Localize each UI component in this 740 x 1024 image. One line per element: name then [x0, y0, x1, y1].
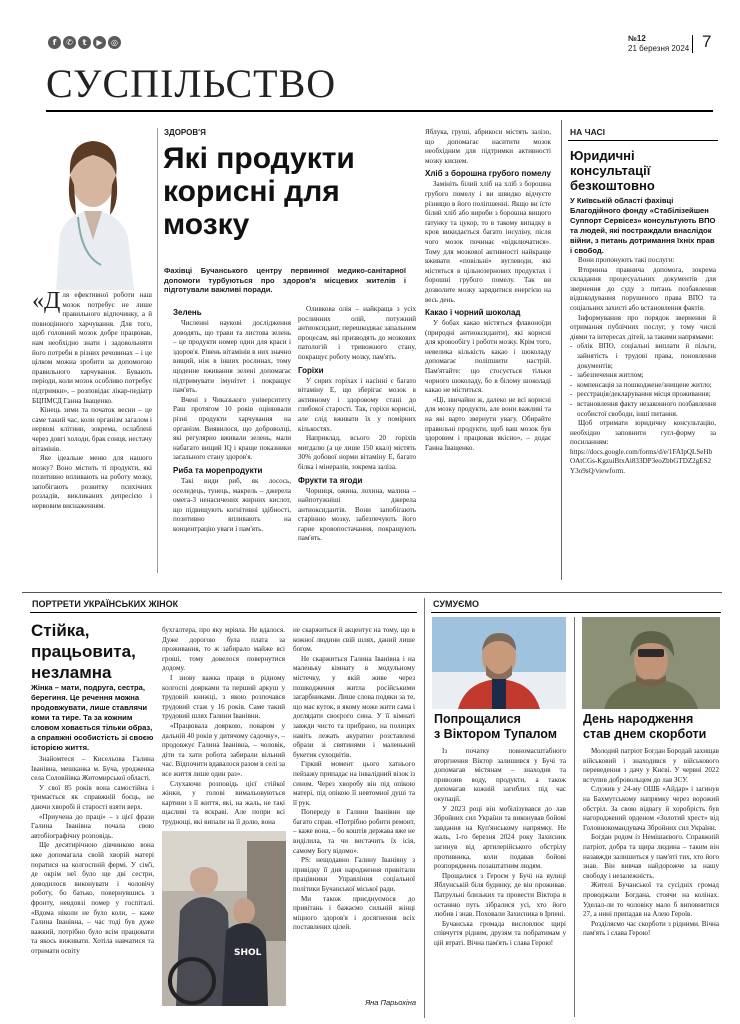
health-lead: Фахівці Бучанського центру первинної медико-санітарної допомоги турбуються про здоров'я місцевих жителів і підготували важливі поради. — [164, 266, 406, 295]
dropcap: «Д — [32, 291, 61, 314]
instagram-icon[interactable]: ◎ — [108, 36, 121, 49]
legal-list: - облік ВПО, соціальні виплати й пільги, зайнятість і трудові права, поновлення документів; - забезпечення житлом; - компенсація за пошкоджене/знищене житло; - реєстрація/декларування місця проживання; - встановлення факту незаконного позбавлення особистої свободи, інші питання. — [570, 342, 716, 419]
bogdan-photo — [582, 617, 720, 709]
mourn-rubric: СУМУЄМО — [433, 599, 479, 609]
viktor-photo — [432, 617, 566, 709]
section-title: СУСПІЛЬСТВО — [46, 61, 337, 106]
women-col-2: бухгалтера, про яку мріяла. Не вдалося. Дуже дорогою була плата за проживання, то ж забирало майже всі гроші, тому довелося повернутися додому. І знову важка праця в рідному колгоспі доярками та перший аркуш у трудовій книжці, з якою розпочався трудовий стаж у 16 років. Саме такий трудовий шлях Галини Іванівни. «Працювала дояркою, поваром у дальній 40 років у дитячому садочку», – продовжує Галина Іванівна, – чоловік, діти та хати робота забирали вільний час. Відпочити вдавалося разом в селі за все життя лише один раз». Слухаючи розповідь цієї стійкої жінки, у голові вимальовуються картини з її життя, які, на жаль, не такі щасливі та яскраві. Але попри всі труднощі, які випали на її долю, вона — [162, 626, 285, 826]
legal-form-link[interactable]: https://docs.google.com/forms/d/e/1FAIpQLSeHbOAtCGs-KgzuiBtxAi833DP3eoZbbGTDZ2gES2Y3o9sQ/viewform. — [570, 447, 713, 476]
women-col-1: Жінка – мати, подруга, сестра, берегиня. Це речення можна продовжувати, лише ставлячи коми та тире. Та за кожним словом ховається тільки образ, а справжні особистість зі своєю історією життя. Знайомтеся – Кисельова Галина Іванівна, мешканка м. Буча, уродженка села Соловйівка Житомирської області. У свої 85 років вона самостійна і тримається як справжній боєць, не даючи хворобі й старості взяти верх. «Приучена до праці» – з цієї фрази Галина Іванівна почала свою автобіографічну розповідь. Ще десятирічною дівчинкою вона вже допомагала своїй хворій матері поратися на колгоспній фермі. У сім'ї, де окрім неї було ще дві сестри, доводилося виконувати і чоловічу роботу, бо батько, повернувшись з фронту, невдовзі помер у госпіталі. «Вдома ніколи не було коли, – каже Галина Іванівна, – час тоді був дуже важкий, потрібно було всім працювати та якось виживати. Хотіла навчатися та отримати освіту — [31, 683, 154, 955]
facebook-icon[interactable]: f — [48, 36, 61, 49]
women-signature: Яна Парьохіна — [365, 998, 416, 1007]
issue-number: №12 — [628, 34, 646, 43]
birthday-body: Молодий патріот Богдан Бородай захищав військовий і знаходився у військового переведення з дачу у Києві. У червні 2022 вступив добровольцем до лав ЗСУ. Служив у 24-му ОШБ «Айдар» і загинув на Бахмутському напрямку через ворожий обстріл. За свою відвагу й хоробрість був нагороджений орденом «Золотий хрест» від Головнокомандувача Збройних сил України. Богдан родом із Немішаєвого. Справжній патріот, добра та щира людина – таким він назавжди залишиться у пам'яті тих, хто його знав. Він вивчав найдорожче за нашу свободу і незалежність. Жителі Бучанської та сусідніх громад проводжали Богдана, стоячи на колінах. Уделал-ли то чоловіку мало б виповнитися 27, а нині припадав на Алею Героїв. Розділяємо час скорботи з рідними. Вічна пам'ять і слава Герою! — [583, 747, 719, 938]
youtube-icon[interactable]: ▶ — [93, 36, 106, 49]
doctor-photo — [26, 115, 160, 290]
health-col-3: Оливкова олія – найкраща з усіх рослинних олій, потужний антиоксидант, перешкоджає запальним процесам, які призводять до мозкових патологій і тривожного стану, покращує роботу мозку, пам'ять. Горіхи У сирих горіхах і насінні є багато вітаміну Е, що зберігає мозок в активному і здоровому стані до глибокої старості. Так, горіхи корисні, але слід вживати їх у помірних кількостях. Наприклад, всього 20 горіхів мигдалю (а це лише 150 ккал) містять 30% добової норми вітаміну Е, багато білка і мінералів, зокрема заліза. Фрукти та ягоди Чорниця, ожина, лохина, малина – найпотужніші джерела антиоксидантів. Вони запобігають старінню мозку, забезпечують його гарне кровопостачання, покращують пам'ять. — [298, 305, 416, 543]
twitter-icon[interactable]: t — [78, 36, 91, 49]
legal-body: У Київській області фахівці Благодійного фонду «Стабілізейшен Суппорт Сервісез» консультують ВПО та людей, які постраждали внаслідок війни, з питань дотримання їхніх прав і свобод. Вони пропонують такі послуги: Вторинна правнича допомога, зокрема складання процесуальних документів для звернення до суду з питань позбавлення відшкодування порушеного права ВПО та соціальних захисті або встановлення фактів. Інформування про порядок звернення й отримання публічних послуг, у тому числі діями та інтересах дітей, за такими напрямами: - облік ВПО, соціальні виплати й пільги, зайнятість і трудові права, поновлення документів; - забезпечення житлом; - компенсація за пошкоджене/знищене житло; - реєстрація/декларування місця проживання; - встановлення факту незаконного позбавлення особистої свободи, інші питання. Щоб отримати юридичну консультацію, необхідно заповнити гугл-форму за посиланням: https://docs.google.com/forms/d/e/1FAIpQLSeHbOAtCGs-KgzuiBtxAi833DP3eoZbbGTDZ2gES2Y3o9sQ/viewform. — [570, 196, 716, 576]
birthday-title: День народження став днем скорботи — [583, 712, 707, 741]
legal-rubric: НА ЧАСІ — [570, 127, 606, 137]
health-rubric: ЗДОРОВ'Я — [164, 128, 206, 137]
women-rubric: ПОРТРЕТИ УКРАЇНСЬКИХ ЖІНОК — [32, 599, 179, 609]
social-icons — [48, 36, 121, 49]
legal-title: Юридичні консультації безкоштовно — [570, 148, 655, 193]
health-col-2: Зелень Численні наукові дослідження доводять, що трави та листова зелень – це продукти номер один для краси і здоров'я. Рівень вітамінів в них значно вищий, ніж в інших рослинах, тому щоденне вживання зелені допомагає підтримувати імунітет і покращує пам'ять. Вчені з Чиказького університету Раш протягом 10 років оцінювали різні продукти харчування на організм. Виявилося, що доброволці, які регулярно вживали зелень, мали набагато вищий IQ і краще показники загального стану здоров'я. Риба та морепродукти Такі види риб, як лосось, оселедець, тунець, макрель – джерела омега-3 ненасичених жирних кислот, що підвищують когнітивні здібності, позитивно впливають на концентрацію уваги і пам'ять. — [173, 308, 291, 533]
mourn-title: Попрощалися з Віктором Тупалом — [434, 712, 557, 741]
mourn-body: Із початку повномасштабного вторгнення Віктор залишився у Бучі та допомагав містянам – знаходив та привозив воду, продукти, а також допомагав кожній загиблих під час окупації. У 2023 році він мобілізувався до лав Збройних сил України та виконував бойові завдання на Куп'янському напрямку. Не жаль, 1-го березня 2024 року Захисник загинув від артилерійського обстрілу противника, коли подавав бойові розпоряджень позаштатним людям. Прощалися з Героєм у Бучі на вулиці Яблунській біля будинку, де він проживав. Патрульні близьких та провести Віктора в останню путь зібралися усі, хто його любив і знав. Поховали Захисника в Ірпені. Бучанська громада висловлює щирі співчуття рідним, друзям та побратимам у цій втраті. Вічна пам'ять і слава Герою! — [434, 747, 566, 947]
health-col-1: «Для ефективної роботи наш мозок потребує не лише правильного відпочинку, а й повноцінного харчування. Для того, щоб головний мозок добре працював, нам необхідно знати і задовольняти його потреби в різних речовинах – і це цілком можна зробити за допомогою правильного харчування. Бувають періоди, коли мозок особливо потребує підтримки», – розповідає лікар-педіатр БЦПМСД Ганна Іващенко. Кінець зими та початок весни – це саме такий час, коли організм загалом і нервові клітини, зокрема, ослаблені через довгі холоди, брак сонця, нестачу вітамінів. Яке ідеальне меню для нашого мозку? Воно містить ті продукти, які позитивно впливають на роботу мозку, запобігають розвитку психічних розладів, викликаних депресією і нервовим виснаженням. — [32, 291, 152, 511]
health-col-4: Яблука, груші, абрикоси містять залізо, що допомагає наситити мозок необхідним для підтримки активності мозку киснем. Хліб з борошна грубого помелу Замініть білий хліб на хліб з борошна грубого помелу і ви швидко відчуєте різницю в його поліпшенні. Якщо ви їсте білий хліб або вироби з борошна вищого ґатунку та цукор, то в такому випадку в кров викидається багато інсуліну, після чого мозок починає «відключатися». Тому для мозкової активності найкраще вживати «повільні» вуглеводи, які містяться в цільнозернових продуктах і борошні грубого помелу. Так ви дозволите мозку зарядитися енергією на весь день. Какао і чорний шоколад У бобах какао містяться флавоноїди (природні антиоксиданти), які корисні для кровообігу і роботи мозку. Крім того, невелика кількість какао і шоколаду допомагає поліпшити настрій. Пам'ятайте: що стосується тільки чорного шоколаду, бо в білому шоколаді какао не міститься. «Ці, звичайно ж, далеко не всі корисні для мозку продукти, але вони важливі та на які варто звернути увагу. Обирайте правильні продукти, щоб ваш мозок був здоровим і працював якісно», – додає Ганна Іващенко. — [425, 128, 551, 452]
women-title: Стійка, працьовита, незламна — [31, 621, 136, 682]
shirt-text: SHOL — [234, 948, 262, 958]
viber-icon[interactable]: ✆ — [63, 36, 76, 49]
women-col-3: не скаржиться й акцентує на тому, що в кожної людини свій шлях, даний лише богом. Не скаржиться Галина Іванівна і на маленьку кімнату в модульному містечку, у якій живе через пошкодження житла російськими загарбниками. Лише слова подяки за те, що має куток, в якому може жити сама і доглядати своєрого сина. У її кімнаті завжди чисто та прибрано, на полицях навіть лежать акуратно розставлені образи зі святинями і маленький букетик сухоцвітів. Гіркий момент цього хатнього пейзажу припадає на інвалідний візок із сином. Через хворобу він під опікою матері, під опікою її невтомної душі та її рук. Попереду в Галини Іванівни ще багато справ. «Потрібно робити ремонт, – каже вона, – бо коштів держава вже не виділила, та чи вистачить їх ісія, самому Богу відомо». РS: нещодавно Галину Іванівну з привідку її дня народження привітали працівники Управління соціальної політики Бучанської міської ради. Ми також приєднуємося до привітань і бажаємо сильній жінці міцного здоров'я і досягнення всіх поставлених цілей. — [293, 626, 415, 932]
issue-date: 21 березня 2024 — [628, 44, 690, 53]
page-number: 7 — [702, 32, 712, 51]
health-title: Які продукти корисні для мозку — [163, 142, 355, 241]
women-photo — [162, 831, 286, 1006]
